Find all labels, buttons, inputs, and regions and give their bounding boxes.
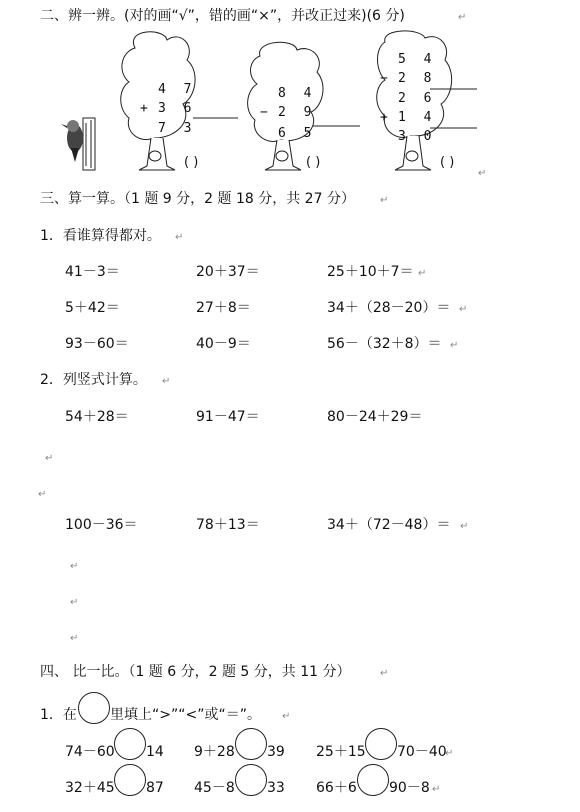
q1-expr: 93－60＝ xyxy=(65,336,129,352)
q2-expr: 100－36＝ xyxy=(65,517,138,533)
compare-circle[interactable] xyxy=(114,764,146,796)
compare-circle[interactable] xyxy=(235,764,267,796)
compare-circle[interactable] xyxy=(114,728,146,760)
q2-expr: 34＋（72－48）＝ xyxy=(327,517,451,533)
woodpecker-trees-illustration xyxy=(55,28,555,178)
s4-q1-suffix: 里填上“>”“<”或“＝”。 xyxy=(110,707,261,723)
compare-left: 45－8 xyxy=(194,780,235,796)
compare-left: 25＋15 xyxy=(316,744,366,760)
paragraph-mark: ↵ xyxy=(282,711,291,722)
tree1-result: 7 3 xyxy=(158,121,197,136)
tree3-third: 1 4 xyxy=(398,110,437,125)
q2-title: 2．列竖式计算。 xyxy=(40,372,147,388)
q1-expr: 40－9＝ xyxy=(196,336,251,352)
answer-blank-3[interactable]: ( ) xyxy=(440,155,455,170)
compare-right: 87 xyxy=(146,780,164,796)
compare-left: 32＋45 xyxy=(65,780,115,796)
tree3-top: 5 4 xyxy=(398,52,437,67)
q2-expr: 54＋28＝ xyxy=(65,409,129,425)
q2-expr: 80－24＋29＝ xyxy=(327,409,423,425)
tree3-op1: − xyxy=(380,71,393,86)
answer-blank-1[interactable]: ( ) xyxy=(184,155,199,170)
answer-blank-2[interactable]: ( ) xyxy=(306,155,321,170)
paragraph-mark: ↵ xyxy=(432,784,441,795)
tree3-mid: 2 6 xyxy=(398,91,437,106)
q1-expr: 20＋37＝ xyxy=(196,264,260,280)
compare-left: 74－60 xyxy=(65,744,115,760)
paragraph-mark: ↵ xyxy=(70,597,79,608)
paragraph-mark: ↵ xyxy=(70,561,79,572)
paragraph-mark: ↵ xyxy=(45,453,54,464)
tree2-result: 6 5 xyxy=(278,126,317,141)
section4-title: 四、 比一比。（1 题 6 分，2 题 5 分，共 11 分） xyxy=(40,664,351,680)
woodpecker-icon xyxy=(61,118,95,170)
paragraph-mark: ↵ xyxy=(70,633,79,644)
paragraph-mark: ↵ xyxy=(445,748,454,759)
paragraph-mark: ↵ xyxy=(162,376,171,387)
q1-expr: 5＋42＝ xyxy=(65,300,120,316)
tree1-top: 4 7 xyxy=(158,82,197,97)
q1-title: 1．看谁算得都对。 xyxy=(40,228,161,244)
paragraph-mark: ↵ xyxy=(478,168,487,179)
section3-title: 三、算一算。（1 题 9 分，2 题 18 分，共 27 分） xyxy=(40,191,355,207)
s4-q1-prefix: 1．在 xyxy=(40,707,77,723)
blank-circle-icon xyxy=(78,692,110,724)
q2-expr: 91－47＝ xyxy=(196,409,260,425)
q1-expr: 27＋8＝ xyxy=(196,300,251,316)
paragraph-mark: ↵ xyxy=(450,340,459,351)
tree3-second: 2 8 xyxy=(398,71,437,86)
compare-circle[interactable] xyxy=(235,728,267,760)
compare-left: 66＋6 xyxy=(316,780,357,796)
q1-expr: 41－3＝ xyxy=(65,264,120,280)
compare-left: 9＋28 xyxy=(194,744,235,760)
paragraph-mark: ↵ xyxy=(380,668,389,679)
compare-right: 70－40 xyxy=(397,744,447,760)
compare-right: 14 xyxy=(146,744,164,760)
tree3-result: 3 0 xyxy=(398,129,437,144)
section2-title: 二、辨一辨。(对的画“√”，错的画“×”，并改正过来)(6 分) xyxy=(40,8,405,24)
paragraph-mark: ↵ xyxy=(418,268,427,279)
q1-expr: 34＋（28－20）＝ xyxy=(327,300,451,316)
paragraph-mark: ↵ xyxy=(460,521,469,532)
paragraph-mark: ↵ xyxy=(38,489,47,500)
tree2-bottom: 2 9 xyxy=(278,105,317,120)
compare-right: 39 xyxy=(267,744,285,760)
tree3-op2: + xyxy=(380,110,393,125)
paragraph-mark: ↵ xyxy=(380,195,389,206)
tree2-op: − xyxy=(260,105,273,120)
tree1-bottom: 3 6 xyxy=(158,101,197,116)
paragraph-mark: ↵ xyxy=(459,304,468,315)
compare-right: 90－8 xyxy=(389,780,430,796)
q1-expr: 25＋10＋7＝ xyxy=(327,264,414,280)
compare-circle[interactable] xyxy=(365,728,397,760)
tree2-top: 8 4 xyxy=(278,86,317,101)
q1-expr: 56－（32＋8）＝ xyxy=(327,336,442,352)
compare-right: 33 xyxy=(267,780,285,796)
tree1-op: + xyxy=(140,101,153,116)
compare-circle[interactable] xyxy=(357,764,389,796)
paragraph-mark: ↵ xyxy=(458,12,467,23)
paragraph-mark: ↵ xyxy=(175,232,184,243)
q2-expr: 78＋13＝ xyxy=(196,517,260,533)
